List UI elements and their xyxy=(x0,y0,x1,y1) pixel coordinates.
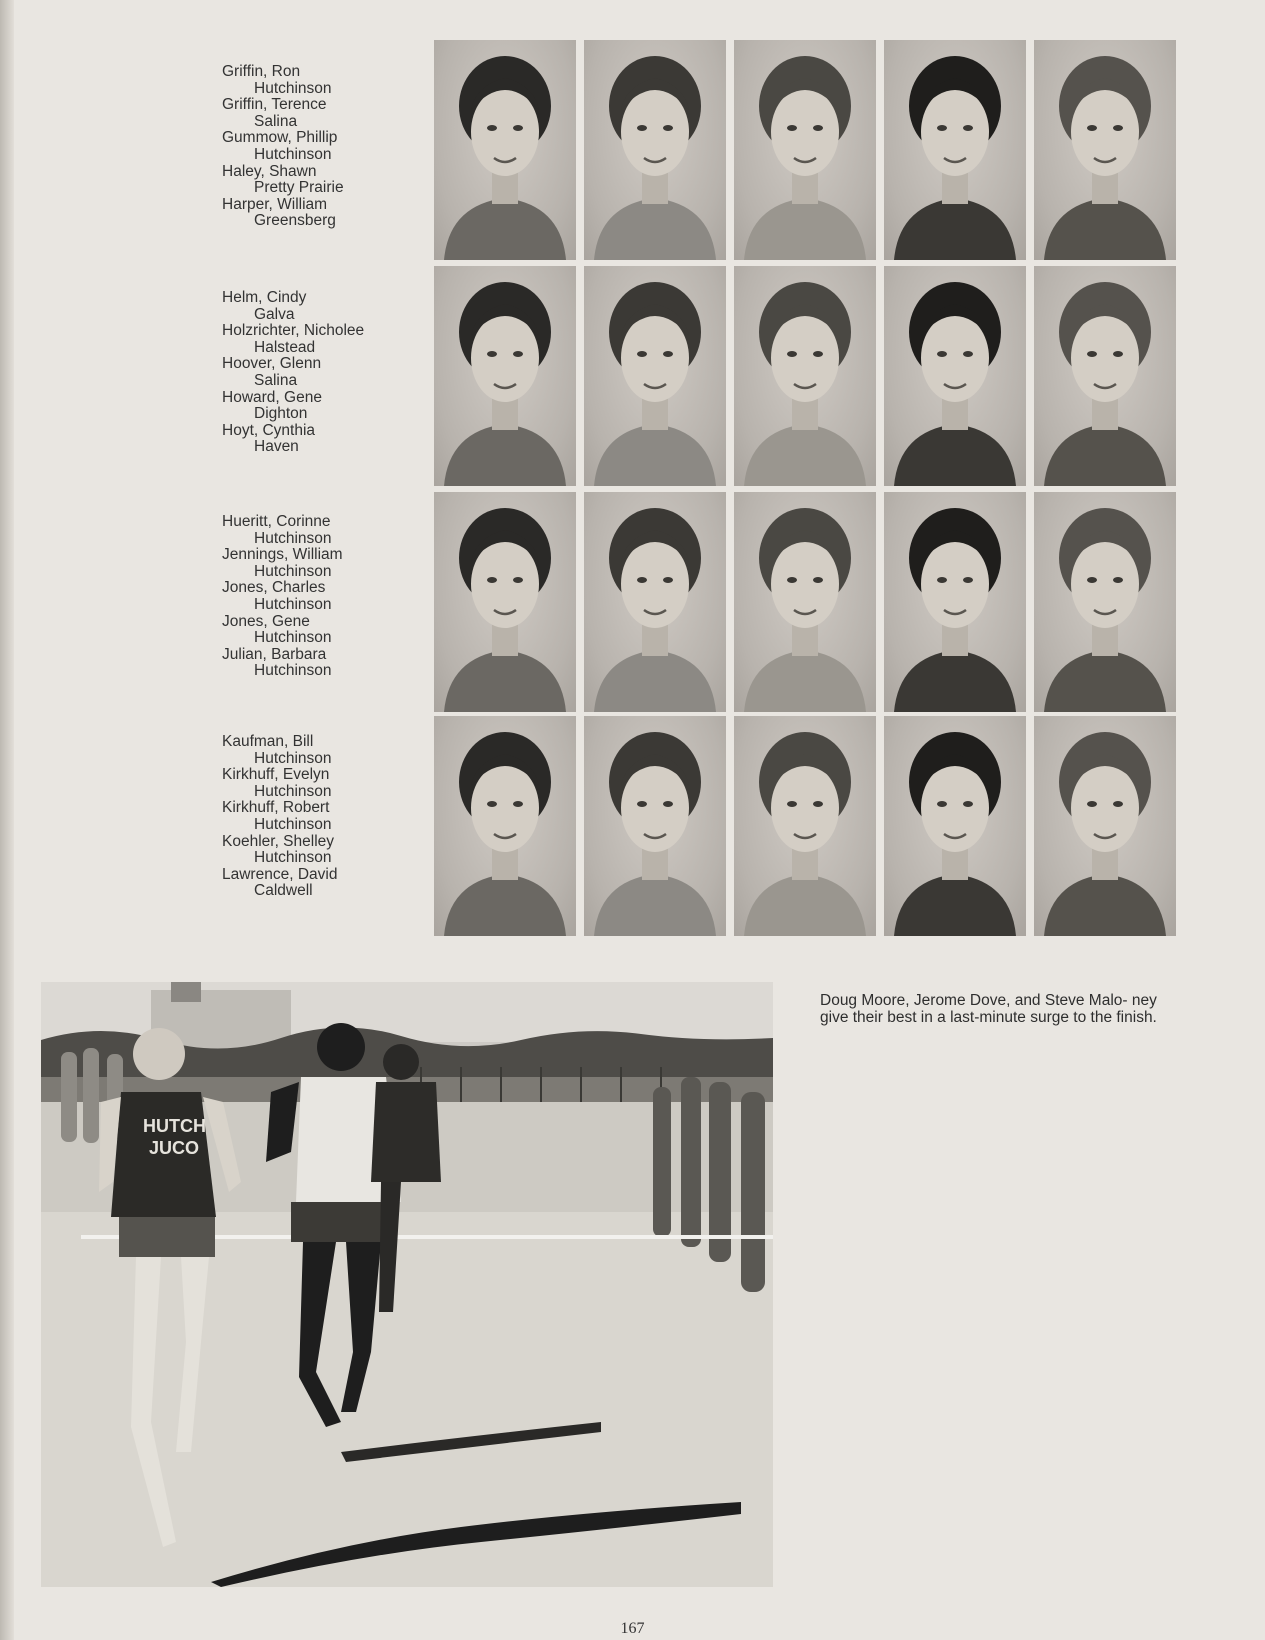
student-name: Julian, Barbara xyxy=(222,645,327,663)
name-list-1 xyxy=(222,64,422,230)
portrait-photo xyxy=(734,716,876,936)
portrait-photo xyxy=(434,716,576,936)
portrait-photo xyxy=(434,40,576,260)
portrait-photo xyxy=(584,266,726,486)
portrait-photo xyxy=(734,266,876,486)
portrait-illustration xyxy=(1034,266,1176,486)
student-town: Caldwell xyxy=(254,882,313,900)
student-town: Hutchinson xyxy=(254,815,332,833)
portrait-illustration xyxy=(434,40,576,260)
portrait-illustration xyxy=(884,716,1026,936)
student-town: Hutchinson xyxy=(254,849,332,867)
student-name: Jones, Charles xyxy=(222,579,326,597)
student-town: Hutchinson xyxy=(254,529,332,547)
portrait-row-3 xyxy=(434,492,1176,712)
portrait-illustration xyxy=(1034,40,1176,260)
student-town: Haven xyxy=(254,438,299,456)
student-name: Howard, Gene xyxy=(222,388,322,406)
race-finish-illustration xyxy=(41,982,773,1587)
student-name: Gummow, Phillip xyxy=(222,129,338,147)
portrait-illustration xyxy=(734,266,876,486)
name-list-3 xyxy=(222,514,422,680)
portrait-illustration xyxy=(434,716,576,936)
student-town: Dighton xyxy=(254,405,308,423)
student-town: Hutchinson xyxy=(254,79,332,97)
student-name: Jennings, William xyxy=(222,546,343,564)
portrait-photo xyxy=(1034,40,1176,260)
portrait-photo xyxy=(434,266,576,486)
portrait-photo xyxy=(884,266,1026,486)
student-town: Salina xyxy=(254,112,298,130)
student-town: Hutchinson xyxy=(254,562,332,580)
student-name: Holzrichter, Nicholee xyxy=(222,322,365,340)
student-name: Kaufman, Bill xyxy=(222,733,314,750)
portrait-photo xyxy=(584,40,726,260)
shirt-text-1: HUTCH xyxy=(143,1116,206,1136)
portrait-photo xyxy=(884,716,1026,936)
student-name: Hoyt, Cynthia xyxy=(222,421,316,439)
portrait-illustration xyxy=(734,492,876,712)
student-name: Hoover, Glenn xyxy=(222,355,322,373)
student-name: Lawrence, David xyxy=(222,865,338,883)
student-town: Hutchinson xyxy=(254,662,332,680)
portrait-illustration xyxy=(734,40,876,260)
portrait-photo xyxy=(434,492,576,712)
page-number: 167 xyxy=(620,1620,645,1637)
portrait-illustration xyxy=(734,716,876,936)
student-name: Jones, Gene xyxy=(222,612,310,630)
student-name: Kirkhuff, Evelyn xyxy=(222,766,330,784)
student-town: Greensberg xyxy=(254,212,336,230)
shirt-text-2: JUCO xyxy=(149,1138,200,1158)
student-name: Griffin, Ron xyxy=(222,63,301,80)
student-name: Haley, Shawn xyxy=(222,162,317,180)
portrait-illustration xyxy=(434,492,576,712)
student-town: Hutchinson xyxy=(254,749,332,767)
student-name: Koehler, Shelley xyxy=(222,832,335,850)
race-finish-photo xyxy=(41,982,773,1587)
student-name: Harper, William xyxy=(222,195,328,213)
portrait-photo xyxy=(1034,716,1176,936)
portrait-illustration xyxy=(584,266,726,486)
portrait-row-2 xyxy=(434,266,1176,486)
student-town: Hutchinson xyxy=(254,629,332,647)
portrait-photo xyxy=(1034,492,1176,712)
portrait-illustration xyxy=(1034,492,1176,712)
portrait-photo xyxy=(734,40,876,260)
portrait-photo xyxy=(884,40,1026,260)
portrait-photo xyxy=(734,492,876,712)
student-name: Helm, Cindy xyxy=(222,289,307,306)
student-town: Galva xyxy=(254,305,295,323)
student-town: Hutchinson xyxy=(254,595,332,613)
photo-caption: Doug Moore, Jerome Dove, and Steve Malo- ney give their best in a last-minute surge to the finish. xyxy=(820,992,1157,1026)
portrait-illustration xyxy=(884,266,1026,486)
portrait-illustration xyxy=(884,40,1026,260)
student-name: Kirkhuff, Robert xyxy=(222,799,330,817)
student-name: Hueritt, Corinne xyxy=(222,513,331,530)
name-list-2 xyxy=(222,290,422,456)
portrait-illustration xyxy=(1034,716,1176,936)
portrait-illustration xyxy=(434,266,576,486)
portrait-row-4 xyxy=(434,716,1176,936)
portrait-row-1 xyxy=(434,40,1176,260)
portrait-illustration xyxy=(584,40,726,260)
student-town: Pretty Prairie xyxy=(254,179,344,197)
portrait-photo xyxy=(1034,266,1176,486)
student-town: Salina xyxy=(254,371,298,389)
student-name: Griffin, Terence xyxy=(222,96,327,114)
portrait-photo xyxy=(584,716,726,936)
portrait-photo xyxy=(884,492,1026,712)
portrait-illustration xyxy=(884,492,1026,712)
page-binding-edge xyxy=(0,0,14,1640)
portrait-illustration xyxy=(584,492,726,712)
portrait-illustration xyxy=(584,716,726,936)
student-town: Halstead xyxy=(254,338,316,356)
student-town: Hutchinson xyxy=(254,782,332,800)
portrait-photo xyxy=(584,492,726,712)
name-list-4 xyxy=(222,734,422,900)
student-town: Hutchinson xyxy=(254,145,332,163)
